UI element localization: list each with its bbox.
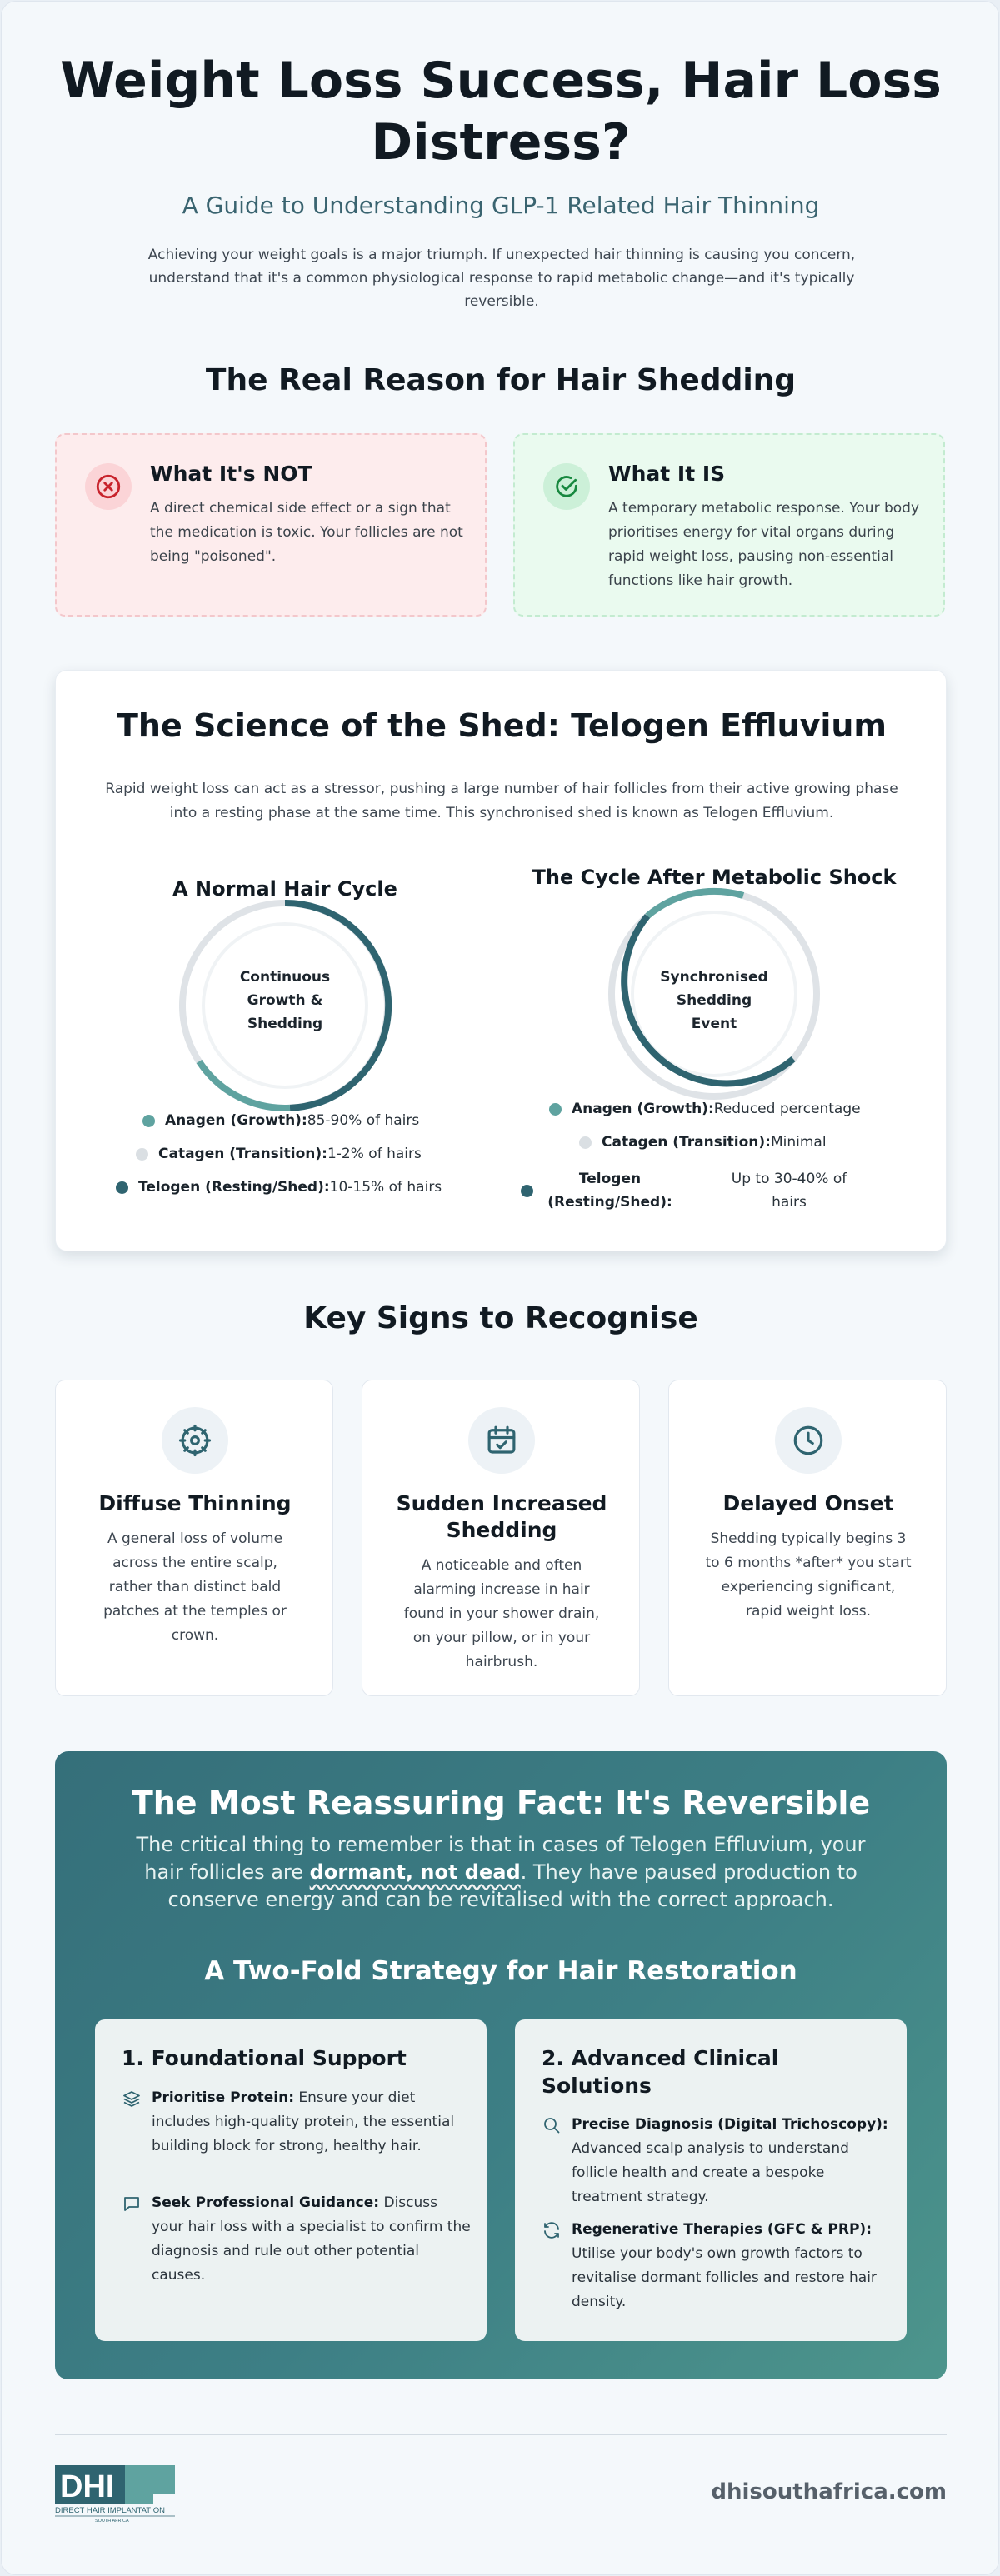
what-it-is-card (513, 433, 945, 617)
dormant-highlight: dormant, not dead (309, 1860, 521, 1884)
telogen-dot (116, 1181, 128, 1194)
sign-text: Shedding typically begins 3 to 6 months *after* you start experiencing significant, rapid weight loss. (705, 1530, 912, 1620)
refresh-icon (542, 2218, 563, 2314)
anagen-dot (549, 1103, 562, 1116)
what-its-not-text: A direct chemical side effect or a sign that the medication is toxic. Your follicles are not being "poisoned". (150, 500, 463, 565)
catagen-dot (579, 1136, 592, 1149)
telogen-dot (521, 1185, 533, 1197)
normal-legend-telogen: Telogen (Resting/Shed): 10-15% of hairs (116, 1179, 442, 1196)
search-icon (542, 2113, 563, 2209)
shock-legend-anagen: Anagen (Growth): Reduced percentage (549, 1101, 861, 1117)
catagen-dot (136, 1148, 148, 1161)
strategy-item-guidance: Seek Professional Guidance: Discuss your hair loss with a specialist to confirm the diagnosis and rule out other potential causes. (122, 2191, 472, 2288)
svg-text:DHI: DHI (60, 2469, 115, 2504)
page-title: Weight Loss Success, Hair Loss Distress? (60, 52, 942, 172)
sign-card-delayed-onset (668, 1380, 947, 1696)
strategy-card-title: 2. Advanced Clinical Solutions (542, 2046, 779, 2098)
reversible-panel (55, 1751, 947, 2379)
calendar-check-icon (468, 1407, 535, 1474)
svg-text:DIRECT HAIR IMPLANTATION: DIRECT HAIR IMPLANTATION (55, 2506, 165, 2515)
what-it-is-title: What It IS (608, 462, 726, 486)
sign-card-diffuse-thinning (55, 1380, 333, 1696)
key-signs-title: Key Signs to Recognise (303, 1301, 698, 1335)
strategy-card-foundational (95, 2019, 487, 2341)
anagen-dot (142, 1115, 155, 1127)
normal-cycle-title: A Normal Hair Cycle (172, 877, 398, 901)
strategy-item-regenerative: Regenerative Therapies (GFC & PRP): Utilise your body's own growth factors to revitalise dormant follicles and restore hair density. (542, 2218, 892, 2314)
strategy-title: A Two-Fold Strategy for Hair Restoration (204, 1956, 798, 1986)
shock-legend-telogen: Telogen (Resting/Shed): Up to 30-40% of hairs (521, 1167, 904, 1214)
normal-legend-catagen: Catagen (Transition): 1-2% of hairs (136, 1146, 422, 1162)
shock-ring-label: Synchronised Shedding Event (660, 969, 768, 1032)
sign-title: Diffuse Thinning (98, 1491, 292, 1515)
science-title: The Science of the Shed: Telogen Effluvium (116, 707, 888, 744)
layers-icon (122, 2086, 143, 2159)
check-circle-icon (543, 463, 590, 510)
dhi-logo (55, 2465, 175, 2524)
what-its-not-title: What It's NOT (150, 462, 312, 486)
normal-legend-anagen: Anagen (Growth): 85-90% of hairs (142, 1112, 419, 1129)
reversible-text: The critical thing to remember is that in cases of Telogen Effluvium, your hair follicles are dormant, not dead. They have paused production to conserve energy and can be revitalised with the correct approach. (136, 1833, 866, 1911)
science-text: Rapid weight loss can act as a stressor, pushing a large number of hair follicles from their active growing phase into a resting phase at the same time. This synchronised shed is known as Telogen Effluvium. (105, 781, 898, 821)
strategy-card-title: 1. Foundational Support (122, 2046, 407, 2070)
page-subtitle: A Guide to Understanding GLP-1 Related Hair Thinning (182, 192, 820, 219)
strategy-item-protein: Prioritise Protein: Ensure your diet includes high-quality protein, the essential building block for strong, healthy hair. (122, 2086, 472, 2159)
sign-text: A noticeable and often alarming increase in hair found in your shower drain, on your pillow, or in your hairbrush. (403, 1557, 600, 1670)
sign-title: Delayed Onset (722, 1491, 894, 1515)
strategy-item-trichoscopy: Precise Diagnosis (Digital Trichoscopy): Advanced scalp analysis to understand follicle health and create a bespoke treatment strategy. (542, 2113, 892, 2209)
what-its-not-card (55, 433, 487, 617)
shock-cycle-title: The Cycle After Metabolic Shock (532, 866, 897, 889)
what-it-is-text: A temporary metabolic response. Your body prioritises energy for vital organs during rapid weight loss, pausing non-essential functions like hair growth. (608, 500, 920, 589)
science-panel (55, 670, 947, 1251)
clock-icon (775, 1407, 842, 1474)
normal-ring-label: Continuous Growth & Shedding (239, 969, 331, 1032)
chat-icon (122, 2191, 143, 2288)
footer-divider (55, 2434, 947, 2435)
sign-card-sudden-shedding (362, 1380, 640, 1696)
reversible-title: The Most Reassuring Fact: It's Reversible (131, 1785, 871, 1821)
svg-text:SOUTH AFRICA: SOUTH AFRICA (95, 2519, 129, 2524)
real-reason-title: The Real Reason for Hair Shedding (205, 363, 797, 397)
shock-legend-catagen: Catagen (Transition): Minimal (579, 1134, 827, 1151)
intro-text: Achieving your weight goals is a major triumph. If unexpected hair thinning is causing you concern, understand that it's a common physiological response to rapid metabolic change—and it's typically reversible. (148, 247, 856, 310)
x-circle-icon (85, 463, 132, 510)
strategy-card-clinical (515, 2019, 907, 2341)
sign-title: Sudden Increased Shedding (396, 1491, 608, 1542)
sign-text: A general loss of volume across the entire scalp, rather than distinct bald patches at the temples or crown. (103, 1530, 287, 1644)
target-icon (162, 1407, 228, 1474)
website-link[interactable]: dhisouthafrica.com (711, 2479, 947, 2504)
infographic-page (1, 1, 999, 2575)
